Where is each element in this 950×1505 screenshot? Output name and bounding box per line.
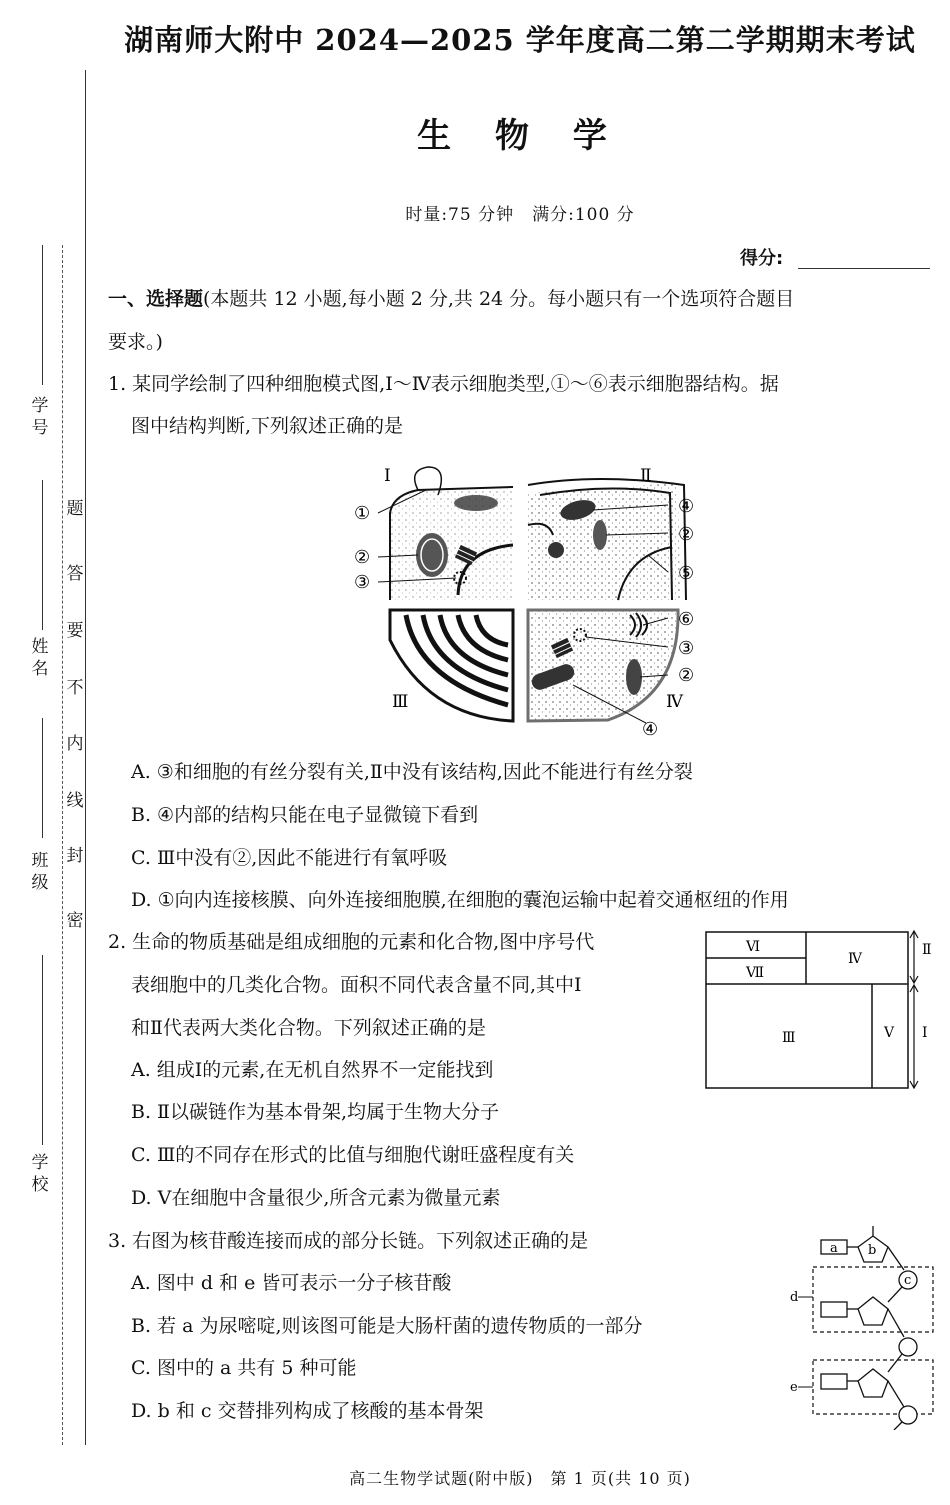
region-V-label: Ⅴ (884, 1025, 895, 1041)
q2-stem-cont: 和Ⅱ代表两大类化合物。下列叙述正确的是 (131, 1017, 486, 1039)
class-label: 班 级 (31, 851, 49, 893)
label-2: ② (678, 665, 695, 686)
quadrant-II-label: Ⅱ (640, 466, 652, 486)
q1-stem: 1. 某同学绘制了四种细胞模式图,Ⅰ～Ⅳ表示细胞类型,①～⑥表示细胞器结构。据 (108, 373, 779, 395)
school-fill-line (42, 955, 43, 1145)
warning-char: 内 (66, 734, 84, 754)
warning-char: 不 (66, 678, 84, 698)
exam-title: 湖南师大附中 2024—2025 学年度高二第二学期期末考试 (124, 23, 916, 57)
quadrant-III-label: Ⅲ (392, 692, 409, 712)
time-info: 时量:75 分钟 满分:100 分 (405, 205, 635, 225)
nucleotide-chain-figure (786, 1222, 936, 1430)
q3-option-d: D. b 和 c 交替排列构成了核酸的基本骨架 (131, 1400, 484, 1422)
label-5: ⑤ (678, 563, 695, 584)
label-2: ② (678, 524, 695, 545)
school-label: 学 校 (31, 1153, 49, 1195)
region-III-label: Ⅲ (782, 1030, 796, 1046)
student-id-fill-line (42, 245, 43, 385)
q1-stem-cont: 图中结构判断,下列叙述正确的是 (131, 415, 404, 437)
q2-option-a: A. 组成Ⅰ的元素,在无机自然界不一定能找到 (131, 1059, 494, 1081)
score-label: 得分: (740, 248, 784, 269)
q2-option-c: C. Ⅲ的不同存在形式的比值与细胞代谢旺盛程度有关 (131, 1144, 575, 1166)
label-d: d (790, 1290, 799, 1305)
label-2: ② (354, 547, 371, 568)
bracket-I-label: Ⅰ (922, 1025, 928, 1041)
label-1: ① (354, 503, 371, 524)
q2-option-b: B. Ⅱ以碳链作为基本骨架,均属于生物大分子 (131, 1101, 499, 1123)
quadrant-I-label: Ⅰ (384, 466, 391, 486)
section-heading-cont: 要求。) (108, 331, 163, 353)
q1-option-a: A. ③和细胞的有丝分裂有关,Ⅱ中没有该结构,因此不能进行有丝分裂 (131, 761, 693, 783)
q1-option-b: B. ④内部的结构只能在电子显微镜下看到 (131, 804, 479, 826)
region-VI-label: Ⅵ (746, 939, 761, 955)
region-VII-label: Ⅶ (746, 965, 765, 981)
label-6: ⑥ (678, 609, 695, 630)
section-heading: 一、选择题(本题共 12 小题,每小题 2 分,共 24 分。每小题只有一个选项符合题目 (108, 288, 795, 310)
warning-char: 封 (66, 846, 84, 866)
q3-stem: 3. 右图为核苷酸连接而成的部分长链。下列叙述正确的是 (108, 1230, 589, 1252)
label-4: ④ (678, 496, 695, 517)
quadrant-IV-label: Ⅳ (666, 692, 683, 712)
label-e: e (790, 1380, 798, 1395)
q3-option-b: B. 若 a 为尿嘧啶,则该图可能是大肠杆菌的遗传物质的一部分 (131, 1315, 643, 1337)
cell-diagram-figure (348, 455, 716, 740)
warning-char: 线 (66, 791, 84, 811)
subject-title: 生 物 学 (417, 116, 623, 156)
warning-char: 题 (66, 499, 84, 519)
q1-option-d: D. ①向内连接核膜、向外连接细胞膜,在细胞的囊泡运输中起着交通枢纽的作用 (131, 889, 789, 911)
page-footer: 高二生物学试题(附中版) 第 1 页(共 10 页) (349, 1469, 691, 1488)
warning-char: 要 (66, 621, 84, 641)
class-fill-line (42, 718, 43, 838)
score-fill-line (798, 268, 930, 269)
label-4: ④ (642, 719, 659, 740)
label-3: ③ (678, 638, 695, 659)
student-id-label: 学 号 (31, 396, 49, 438)
q1-option-c: C. Ⅲ中没有②,因此不能进行有氧呼吸 (131, 847, 448, 869)
q2-stem: 2. 生命的物质基础是组成细胞的元素和化合物,图中序号代 (108, 931, 595, 953)
q3-option-c: C. 图中的 a 共有 5 种可能 (131, 1357, 357, 1379)
q2-option-d: D. Ⅴ在细胞中含量很少,所含元素为微量元素 (131, 1187, 501, 1209)
label-b: b (868, 1243, 877, 1258)
q3-option-a: A. 图中 d 和 e 皆可表示一分子核苷酸 (131, 1272, 452, 1294)
label-3: ③ (354, 572, 371, 593)
q2-stem-cont: 表细胞中的几类化合物。面积不同代表含量不同,其中Ⅰ (131, 974, 582, 996)
compound-area-figure (700, 926, 940, 1094)
name-fill-line (42, 480, 43, 630)
margin-rule (85, 70, 86, 1445)
label-c: c (904, 1273, 912, 1288)
label-a: a (830, 1241, 838, 1256)
warning-char: 答 (66, 564, 84, 584)
bracket-II-label: Ⅱ (922, 942, 932, 958)
warning-char: 密 (66, 911, 84, 931)
name-label: 姓 名 (31, 637, 49, 679)
region-IV-label: Ⅳ (848, 951, 862, 967)
